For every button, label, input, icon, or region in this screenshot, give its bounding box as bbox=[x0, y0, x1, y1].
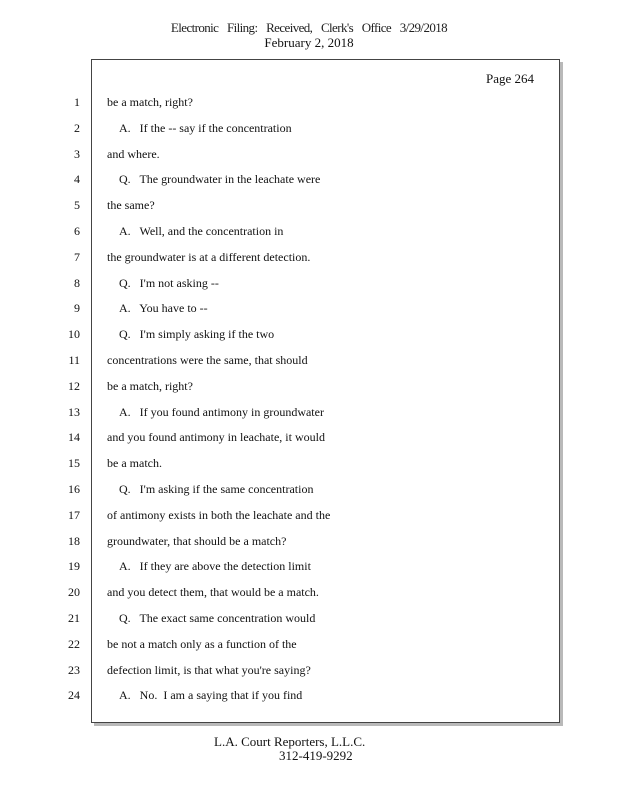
transcript-line-text: defection limit, is that what you're saying? bbox=[107, 663, 311, 677]
transcript-date: February 2, 2018 bbox=[264, 35, 354, 50]
filing-stamp: Electronic Filing: Received, Clerk's Office 3/29/2018 bbox=[170, 20, 448, 35]
transcript-line-text: groundwater, that should be a match? bbox=[107, 534, 287, 548]
transcript-line-text: be not a match only as a function of the bbox=[107, 637, 297, 651]
transcript-line-text: Q. I'm asking if the same concentration bbox=[119, 482, 314, 496]
line-number: 5 bbox=[74, 198, 80, 212]
line-number: 21 bbox=[68, 611, 80, 625]
transcript-line-text: concentrations were the same, that should bbox=[107, 353, 308, 367]
transcript-line-text: be a match, right? bbox=[107, 95, 193, 109]
line-number: 24 bbox=[68, 688, 80, 702]
line-number: 7 bbox=[74, 250, 80, 264]
line-number: 16 bbox=[68, 482, 80, 496]
transcript-line-text: and where. bbox=[107, 147, 160, 161]
transcript-line-text: and you detect them, that would be a match. bbox=[107, 585, 319, 599]
transcript-line-text: Q. The groundwater in the leachate were bbox=[119, 172, 321, 186]
transcript-line-text: be a match. bbox=[107, 456, 162, 470]
transcript-line-text: A. You have to -- bbox=[119, 301, 208, 315]
line-number: 10 bbox=[68, 327, 80, 341]
court-reporter-name: L.A. Court Reporters, L.L.C. bbox=[214, 734, 366, 749]
line-number: 23 bbox=[68, 663, 80, 677]
line-number: 13 bbox=[68, 405, 80, 419]
line-number: 19 bbox=[68, 559, 80, 573]
transcript-line-text: and you found antimony in leachate, it would bbox=[107, 430, 325, 444]
line-number: 11 bbox=[68, 353, 80, 367]
line-number: 20 bbox=[68, 585, 80, 599]
line-number: 18 bbox=[68, 534, 80, 548]
line-number: 17 bbox=[68, 508, 80, 522]
transcript-line-text: Q. I'm simply asking if the two bbox=[119, 327, 275, 341]
line-number: 15 bbox=[68, 456, 80, 470]
line-number: 2 bbox=[74, 121, 80, 135]
line-number: 8 bbox=[74, 276, 80, 290]
transcript-line-text: A. No. I am a saying that if you find bbox=[119, 688, 303, 702]
line-number: 6 bbox=[74, 224, 80, 238]
page-number: Page 264 bbox=[486, 71, 535, 86]
transcript-line-text: A. If they are above the detection limit bbox=[119, 559, 311, 573]
court-reporter-phone: 312-419-9292 bbox=[279, 748, 353, 763]
line-number: 4 bbox=[74, 172, 80, 186]
line-number: 22 bbox=[68, 637, 80, 651]
line-number: 1 bbox=[74, 95, 80, 109]
line-number: 3 bbox=[74, 147, 80, 161]
line-number: 9 bbox=[74, 301, 80, 315]
transcript-line-text: the groundwater is at a different detection. bbox=[107, 250, 311, 264]
transcript-line-text: A. If the -- say if the concentration bbox=[119, 121, 292, 135]
transcript-line-text: Q. The exact same concentration would bbox=[119, 611, 316, 625]
transcript-line-text: Q. I'm not asking -- bbox=[119, 276, 219, 290]
line-number: 12 bbox=[68, 379, 80, 393]
transcript-line-text: of antimony exists in both the leachate and the bbox=[107, 508, 331, 522]
transcript-line-text: the same? bbox=[107, 198, 155, 212]
transcript-line-text: A. Well, and the concentration in bbox=[119, 224, 284, 238]
line-number: 14 bbox=[68, 430, 80, 444]
transcript-line-text: A. If you found antimony in groundwater bbox=[119, 405, 324, 419]
transcript-line-text: be a match, right? bbox=[107, 379, 193, 393]
